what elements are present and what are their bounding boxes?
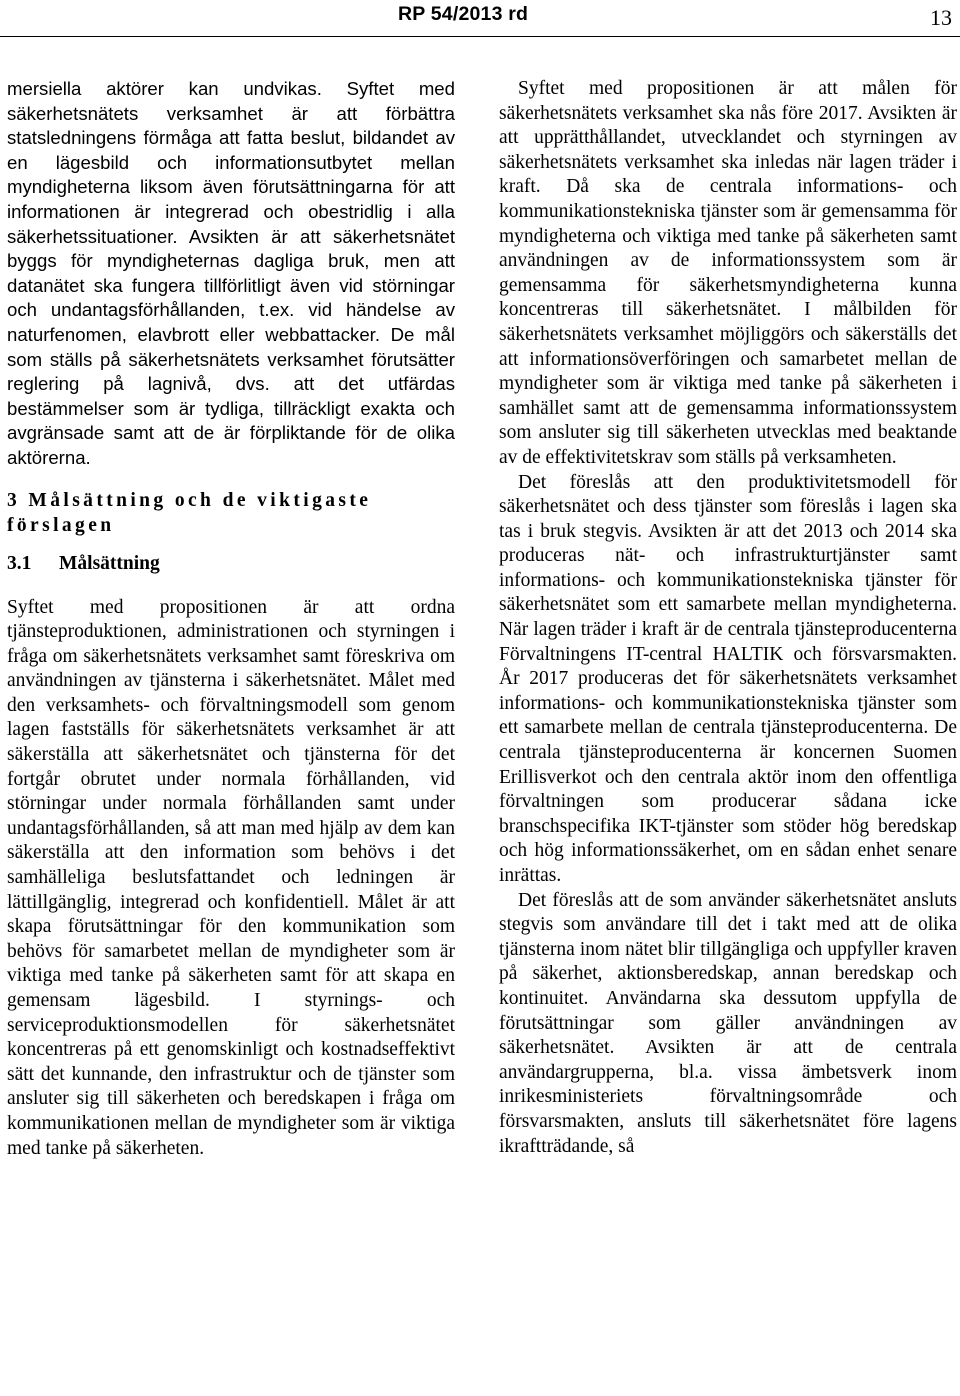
section-heading xyxy=(7,551,455,576)
left-column xyxy=(7,77,455,1161)
chapter-heading: 3 Målsättning och de viktigaste förslagen xyxy=(7,489,372,536)
right-paragraph-1: Syftet med propositionen är att målen för säkerhetsnätets verksamhet ska nås före 2017. Avsikten är att upprätthållandet, utvecklandet och styrningen av säkerhetsnätets verksamhet ska inledas när lagen träder i kraft. Då ska de centrala informations- och kommunikationstekniska tjänster som är gemensamma för myndigheterna och viktiga med tanke på säkerheten samt användningen av de informationssystem som är gemensamma för säkerhetsmyndigheterna kunna koncentreras till säkerhetsnätet. I målbilden för säkerhetsnätets verksamhet möjliggörs och säkerställs det att informationsöverföringen och samarbetet mellan de myndigheter som är viktiga med tanke på säkerheten i samhället samt att de gemensamma informationssystem som ansluter sig till säkerheten utvecklas med beaktande av de effektivitetskrav som ställs på verksamheten. xyxy=(499,78,957,468)
document-reference: RP 54/2013 rd xyxy=(398,3,529,25)
header-rule xyxy=(0,36,960,37)
right-paragraph-2: Det föreslås att den produktivitetsmodell för säkerhetsnätet och dess tjänster som föreslås i lagen ska tas i bruk stegvis. Avsikten är att det 2013 och 2014 ska produceras nät- och infrastrukturtjänster samt informations- och kommunikationstekniska tjänster för säkerhetsnätet som ett samarbete mellan myndigheterna. När lagen träder i kraft är de centrala tjänsteproducenterna Förvaltningens IT-central HALTIK och försvarsmakten. År 2017 produceras det för säkerhetsnätets verksamhet informations- och kommunikationstekniska tjänster som ett samarbete mellan de centrala tjänsteproducenterna. De centrala tjänsteproducenterna är koncernen Suomen Erillisverkot och den centrala aktör inom den offentliga förvaltningen som producerar sådana icke branschspecifika IKT-tjänster som stöder hög beredskap och hög informationssäkerhet, om en sådan enhet senare inrättas. xyxy=(499,471,957,886)
right-paragraph-3: Det föreslås att de som använder säkerhetsnätet ansluts stegvis som användare till det i takt med att de olika tjänsterna inom nätet blir tillgängliga och uppfyller kraven på säkerhet, aktionsberedskap, annan beredskap och kontinuitet. Användarna ska dessutom uppfylla de förutsättningar som gäller användningen av säkerhetsnätet. Avsikten är att de centrala användargrupperna, bl.a. vissa ämbetsverk inom inrikesministeriets förvaltningsområde och försvarsmakten, ansluts till säkerhetsnätet före lagens ikraftträdande, så xyxy=(499,889,957,1157)
section-title: Målsättning xyxy=(59,552,160,574)
section-number: 3.1 xyxy=(7,552,32,574)
intro-paragraph: mersiella aktörer kan undvikas. Syftet med säkerhetsnätets verksamhet är att förbättra statsledningens förmåga att fatta beslut, bildandet av en lägesbild och informationsutbytet mellan myndigheterna liksom även förutsättningarna för att informationen är integrerad och obestridlig i alla säkerhetssituationer. Avsikten är att säkerhetsnätet byggs för myndigheternas dagliga bruk, men att datanätet ska fungera tillförlitligt även vid störningar och undantagsförhållanden, t.ex. vid händelse av naturfenomen, elavbrott eller webbattacker. De mål som ställs på säkerhetsnätets verksamhet förutsätter reglering på lagnivå, dvs. att det utfärdas bestämmelser som är tydliga, tillräckligt exakta och avgränsade samt att de är förpliktande för de olika aktörerna. xyxy=(7,78,455,468)
body-paragraph: Syftet med propositionen är att ordna tjänsteproduktionen, administrationen och styrningen i fråga om säkerhetsnätets verksamhet samt föreskriva om användningen av tjänsterna i säkerhetsnätet. Målet med den verksamhets- och förvaltningsmodell som genom lagen fastställs för säkerhetsnätets verksamhet är att säkerställa att säkerhetsnätet och tjänsterna för det fortgår obrutet under normala förhållanden, vid störningar under normala förhållanden samt under undantagsförhållanden, så att man med hjälp av dem kan säkerställa att den information som behövs i det samhälleliga beslutsfattandet och ledningen är lättillgänglig, integrerad och konfidentiell. Målet är att skapa förutsättningar för den kommunikation som behövs för samarbetet mellan de myndigheter som är viktiga med tanke på säkerheten samt för att skapa en gemensam lägesbild. I styrnings- och serviceproduktionsmodellen för säkerhetsnätet koncentreras på ett genomskinligt och kostnadseffektivt sätt det kunnande, den infrastruktur och de tjänster som ansluter sig till säkerheten och beredskapen i fråga om kommunikationen mellan de myndigheter som är viktiga med tanke på säkerheten. xyxy=(7,596,455,1159)
page-header xyxy=(0,0,960,40)
right-column xyxy=(499,77,957,1159)
page-number: 13 xyxy=(930,5,952,30)
